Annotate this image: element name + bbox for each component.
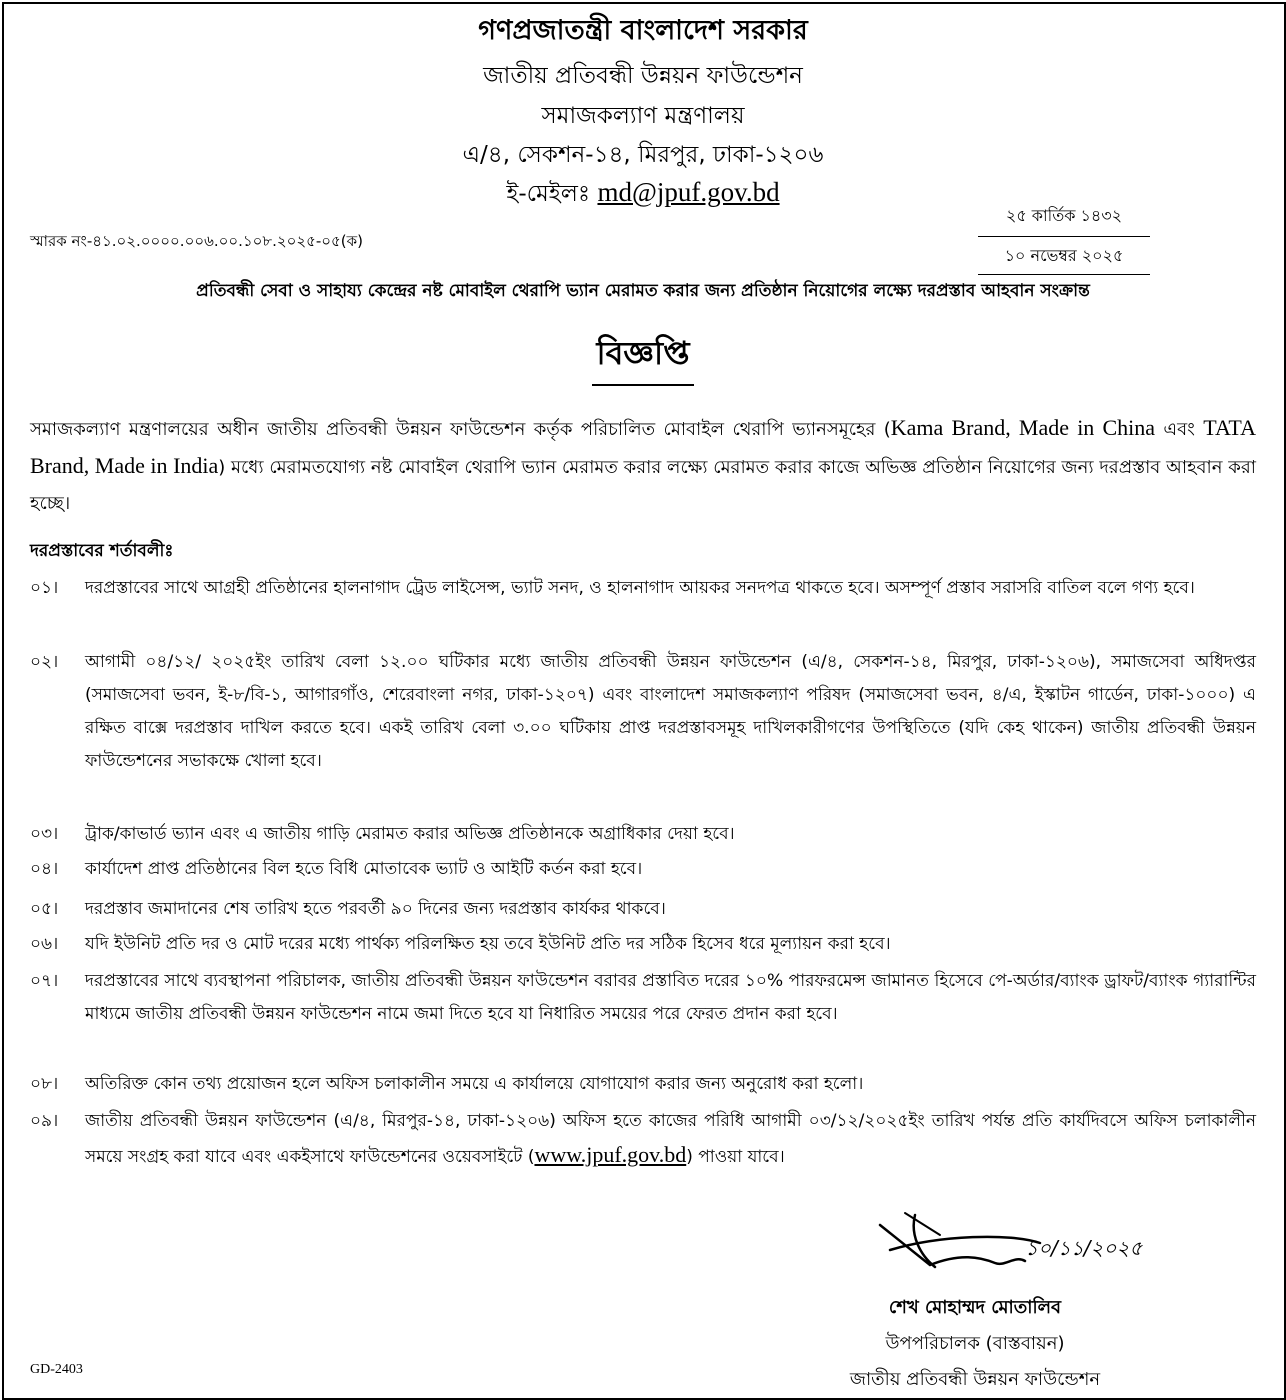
memo-number: স্মারক নং-৪১.০২.০০০০.০০৬.০০.১০৮.২০২৫-০৫(ক) (30, 232, 363, 250)
condition-number: ০৮। (30, 1074, 59, 1094)
government-heading: গণপ্রজাতন্ত্রী বাংলাদেশ সরকার (478, 15, 808, 46)
intro-brand-1: Kama Brand, Made in China (890, 415, 1156, 440)
condition-item (30, 1105, 1256, 1174)
address-line: এ/৪, সেকশন-১৪, মিরপুর, ঢাকা-১২০৬ (462, 142, 824, 168)
condition-text: আগামী ০৪/১২/ ২০২৫ইং তারিখ বেলা ১২.০০ ঘটিকার মধ্যে জাতীয় প্রতিবন্ধী উন্নয়ন ফাউন্ডেশন (এ/৪, সেকশন-১৪, মিরপুর, ঢাকা-১২০৬), সমাজসেবা অধিদপ্তর (সমাজসেবা ভবন, ই-৮/বি-১, আগারগাঁও, শেরেবাংলা নগর, ঢাকা-১২০৭) এবং বাংলাদেশ সমাজকল্যাণ পরিষদ (সমাজসেবা ভবন, ৪/এ, ইস্কাটন গার্ডেন, ঢাকা-১০০০) এ রক্ষিত বাক্সে দরপ্রস্তাব দাখিল করতে হবে। একই তারিখ বেলা ৩.০০ ঘটিকায় প্রাপ্ত দরপ্রস্তাবসমূহ দাখিলকারীগণের উপস্থিতিতে (যদি কেহ থাকেন) জাতীয় প্রতিবন্ধী উন্নয়ন ফাউন্ডেশনের সভাকক্ষে খোলা হবে। (85, 652, 1256, 771)
footer-code: GD-2403 (30, 1362, 83, 1377)
intro-brand-2: TATA Brand, Made in India (30, 415, 1256, 478)
intro-text-2: এবং (1155, 419, 1204, 440)
website-link[interactable]: www.jpuf.gov.bd (534, 1142, 687, 1167)
condition-number: ০৪। (30, 859, 59, 879)
signature-image (820, 1205, 1143, 1285)
organization-heading: জাতীয় প্রতিবন্ধী উন্নয়ন ফাউন্ডেশন (483, 63, 803, 89)
condition-number: ০৩। (30, 824, 59, 844)
notice-title-wrap (0, 328, 1286, 386)
condition-text: দরপ্রস্তাব জমাদানের শেষ তারিখ হতে পরবর্তী ৯০ দিনের জন্য দরপ্রস্তাব কার্যকর থাকবে। (85, 899, 666, 919)
condition-text: দরপ্রস্তাবের সাথে ব্যবস্থাপনা পরিচালক, জাতীয় প্রতিবন্ধী উন্নয়ন ফাউন্ডেশন বরাবর প্রস্তাবিত দরের ১০% পারফরমেন্স জামানত হিসেবে পে-অর্ডার/ব্যাংক ড্রাফট/ব্যাংক গ্যারান্টির মাধ্যমে জাতীয় প্রতিবন্ধী উন্নয়ন ফাউন্ডেশন নামে জমা দিতে হবে যা নিধারিত সময়ের পরে ফেরত প্রদান করা হবে। (85, 971, 1256, 1024)
condition-number: ০১। (30, 578, 59, 598)
intro-paragraph (30, 410, 1256, 522)
condition-item (30, 893, 1256, 926)
condition-text: দরপ্রস্তাবের সাথে আগ্রহী প্রতিষ্ঠানের হালনাগাদ ট্রেড লাইসেন্স, ভ্যাট সনদ, ও হালনাগাদ আয়কর সনদপত্র থাকতে হবে। অসম্পূর্ণ প্রস্তাব সরাসরি বাতিল বলে গণ্য হবে। (85, 578, 1195, 598)
signatory-block (760, 1290, 1190, 1398)
condition-text: যদি ইউনিট প্রতি দর ও মোট দরের মধ্যে পার্থক্য পরিলক্ষিত হয় তবে ইউনিট প্রতি দর সঠিক হিসেব ধরে মূল্যায়ন করা হবে। (85, 934, 891, 954)
condition-number: ০৯। (30, 1111, 59, 1131)
date-bangla: ২৫ কার্তিক ১৪৩২ (978, 200, 1150, 237)
condition-item (30, 1068, 1256, 1101)
condition-text-part: ) পাওয়া যাবে। (686, 1147, 785, 1167)
date-english: ১০ নভেম্বর ২০২৫ (978, 237, 1150, 275)
date-block (978, 200, 1150, 275)
subject-line: প্রতিবন্ধী সেবা ও সাহায্য কেন্দ্রের নষ্ট মোবাইল থেরাপি ভ্যান মেরামত করার জন্য প্রতিষ্ঠান নিয়োগের লক্ষ্যে দরপ্রস্তাব আহবান সংক্রান্ত (196, 281, 1090, 301)
ministry-heading: সমাজকল্যাণ মন্ত্রণালয় (541, 103, 745, 129)
terms-heading: দরপ্রস্তাবের শর্তাবলীঃ (30, 541, 174, 561)
condition-number: ০৭। (30, 971, 59, 991)
condition-item (30, 853, 1256, 886)
condition-item (30, 928, 1256, 961)
condition-text (85, 1105, 1256, 1174)
condition-text: ট্রাক/কাভার্ড ভ্যান এবং এ জাতীয় গাড়ি মেরামত করার অভিজ্ঞ প্রতিষ্ঠানকে অগ্রাধিকার দেয়া হবে। (85, 824, 735, 844)
condition-number: ০৬। (30, 934, 59, 954)
email-link[interactable]: md@jpuf.gov.bd (597, 177, 780, 207)
signatory-designation: উপপরিচালক (বাস্তবায়ন) (885, 1333, 1065, 1354)
condition-item (30, 572, 1256, 605)
signatory-organization: জাতীয় প্রতিবন্ধী উন্নয়ন ফাউন্ডেশন (849, 1369, 1101, 1390)
condition-number: ০৫। (30, 899, 59, 919)
condition-text-part: জাতীয় প্রতিবন্ধী উন্নয়ন ফাউন্ডেশন (এ/৪, মিরপুর-১৪, ঢাকা-১২০৬) অফিস হতে কাজের পরিধি আগামী ০৩/১২/২০২৫ইং তারিখ পর্যন্ত প্রতি কার্যদিবসে অফিস চলাকালীন সময়ে সংগ্রহ করা যাবে এবং একইসাথে ফাউন্ডেশনের ওয়েবসাইটে ( (85, 1111, 1256, 1167)
intro-text-1: সমাজকল্যাণ মন্ত্রণালয়ের অধীন জাতীয় প্রতিবন্ধী উন্নয়ন ফাউন্ডেশন কর্তৃক পরিচালিত মোবাইল থেরাপি ভ্যানসমূহের ( (30, 419, 891, 440)
condition-item (30, 965, 1256, 1031)
notice-title: বিজ্ঞপ্তি (592, 328, 693, 386)
intro-text-3: ) মধ্যে মেরামতযোগ্য নষ্ট মোবাইল থেরাপি ভ্যান মেরামত করার লক্ষ্যে মেরামত করার কাজে অভিজ্ঞ প্রতিষ্ঠান নিয়োগের জন্য দরপ্রস্তাব আহবান করা হচ্ছে। (30, 457, 1256, 514)
condition-item (30, 818, 1256, 851)
signature-date: ১০/১১/২০২৫ (1025, 1236, 1143, 1260)
email-label: ই-মেইলঃ (506, 181, 591, 207)
condition-number: ০২। (30, 652, 59, 672)
condition-item (30, 646, 1256, 778)
condition-text: অতিরিক্ত কোন তথ্য প্রয়োজন হলে অফিস চলাকালীন সময়ে এ কার্যালয়ে যোগাযোগ করার জন্য অনুরোধ করা হলো। (85, 1074, 864, 1094)
condition-text: কার্যাদেশ প্রাপ্ত প্রতিষ্ঠানের বিল হতে বিধি মোতাবেক ভ্যাট ও আইটি কর্তন করা হবে। (85, 859, 643, 879)
signatory-name: শেখ মোহাম্মদ মোতালিব (888, 1297, 1062, 1318)
